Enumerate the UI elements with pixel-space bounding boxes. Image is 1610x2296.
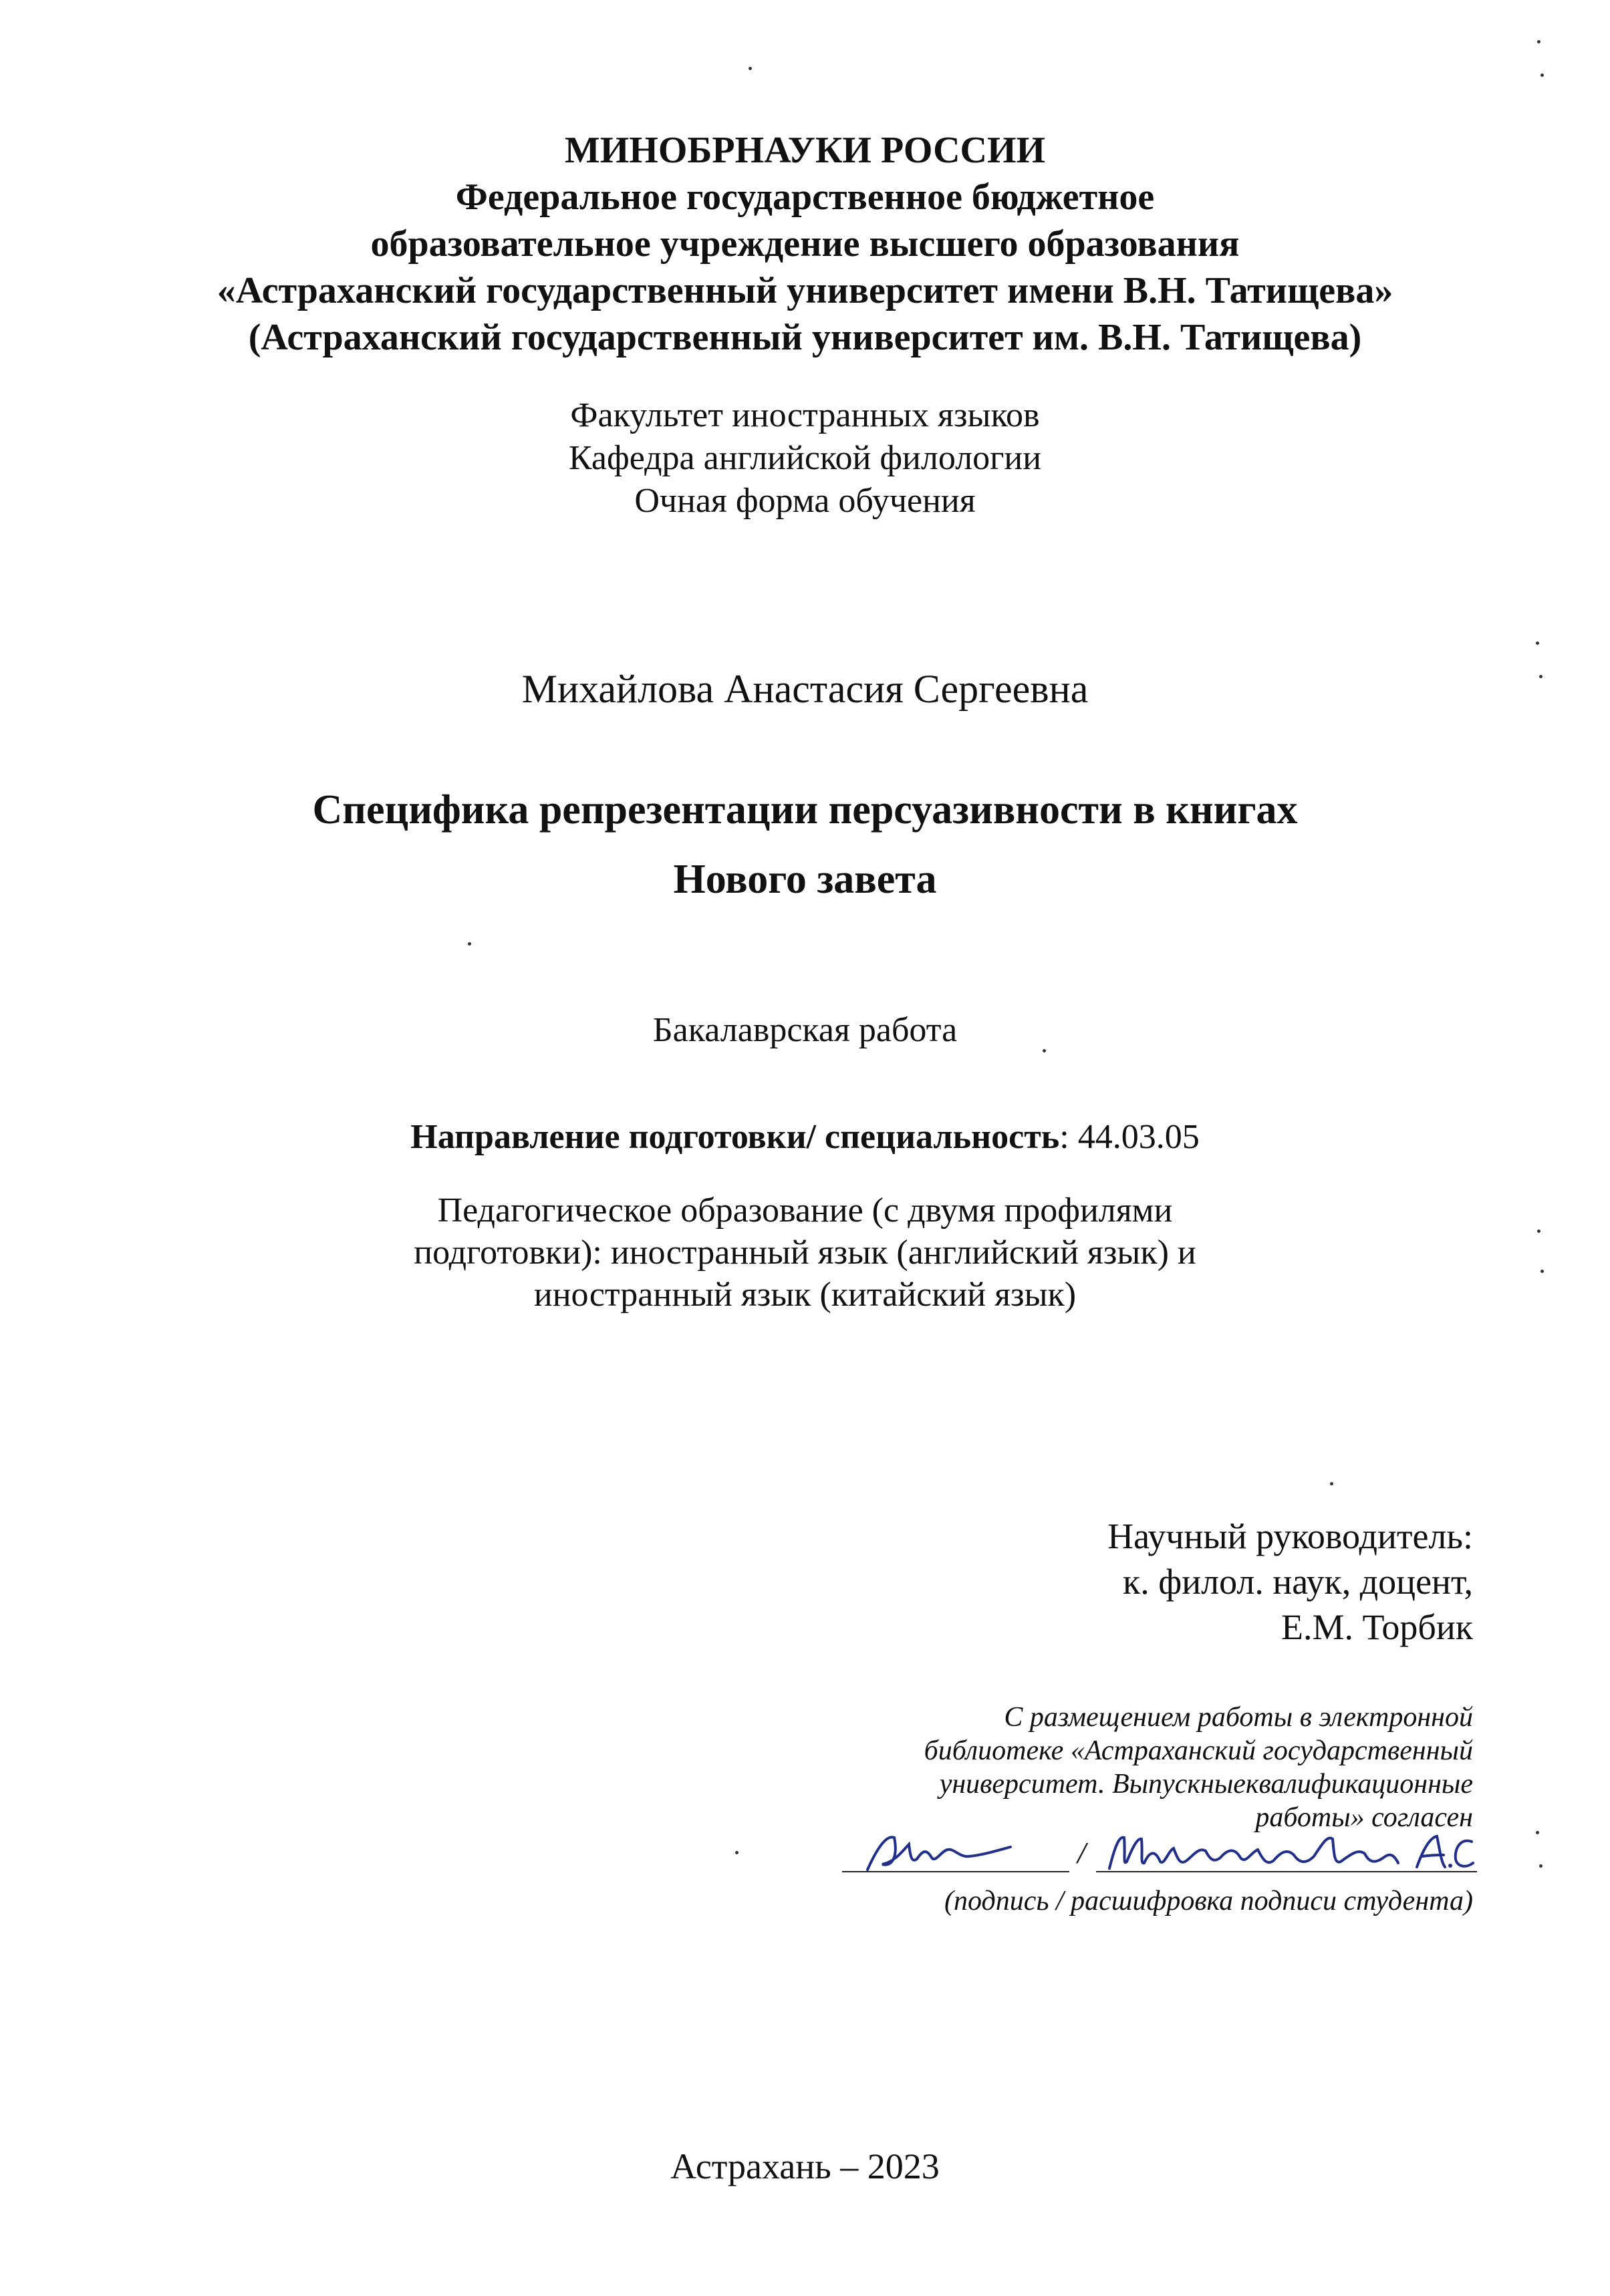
thesis-title [0,775,1610,914]
author-name: Михайлова Анастасия Сергеевна [521,667,1089,711]
consent-line-3: университет. Выпускныеквалификационные [939,1769,1473,1800]
scan-speck [1330,1482,1333,1485]
thesis-title-line-2: Нового завета [673,857,937,902]
scan-speck [749,67,752,70]
signature-row [815,1838,1477,1878]
department-name: Кафедра английской филологии [568,439,1042,477]
supervisor-block [871,1514,1473,1650]
institution-type: Федеральное государственное бюджетное [455,176,1155,218]
scan-speck [1536,641,1539,645]
faculty-block [0,394,1610,523]
supervisor-degree: к. филол. наук, доцент, [1123,1562,1473,1602]
scan-speck [1539,1864,1542,1868]
consent-line-1: С размещением работы в электронной [1004,1702,1473,1733]
direction-code: : 44.03.05 [1059,1118,1200,1156]
scan-speck [1537,1230,1540,1233]
university-short-name: (Астраханский государственный университет им. В.Н. Татищева) [248,317,1362,358]
supervisor-name: Е.М. Торбик [1281,1607,1473,1647]
scan-speck [468,942,471,946]
study-program [0,1189,1610,1316]
scan-speck [735,1851,739,1854]
university-full-name: «Астраханский государственный университет имени В.Н. Татищева» [217,270,1393,311]
study-form: Очная форма обучения [634,482,976,520]
work-type: Бакалаврская работа [652,1011,958,1049]
scan-speck [1539,675,1542,678]
handwritten-signature-icon [862,1831,1016,1878]
city-year: Астрахань – 2023 [670,2146,940,2186]
institution-header [0,127,1610,361]
supervisor-label: Научный руководитель: [1107,1516,1473,1556]
study-direction [0,1116,1610,1159]
handwritten-name-icon [1103,1828,1477,1878]
program-line-2: подготовки): иностранный язык (английский язык) и [414,1234,1196,1272]
consent-line-2: библиотеке «Астраханский государственный [924,1735,1473,1766]
scan-speck [1043,1049,1046,1052]
thesis-title-line-1: Специфика репрезентации персуазивности в книгах [312,787,1298,833]
program-line-1: Педагогическое образование (с двумя профилями [437,1191,1173,1230]
scan-speck [1540,1270,1544,1273]
direction-label: Направление подготовки/ специальность [410,1118,1060,1156]
consent-statement [771,1701,1473,1834]
scan-speck [1540,74,1544,77]
faculty-name: Факультет иностранных языков [570,396,1040,434]
institution-level: образовательное учреждение высшего образования [370,223,1240,265]
consent-line-4: работы» согласен [1255,1802,1473,1833]
signature-caption: (подпись / расшифровка подписи студента) [944,1886,1473,1916]
scan-speck [1537,40,1540,43]
ministry-name: МИНОБРНАУКИ РОССИИ [564,130,1046,171]
program-line-3: иностранный язык (китайский язык) [533,1276,1077,1314]
signature-separator: / [1077,1836,1086,1870]
scan-speck [1536,1831,1539,1834]
